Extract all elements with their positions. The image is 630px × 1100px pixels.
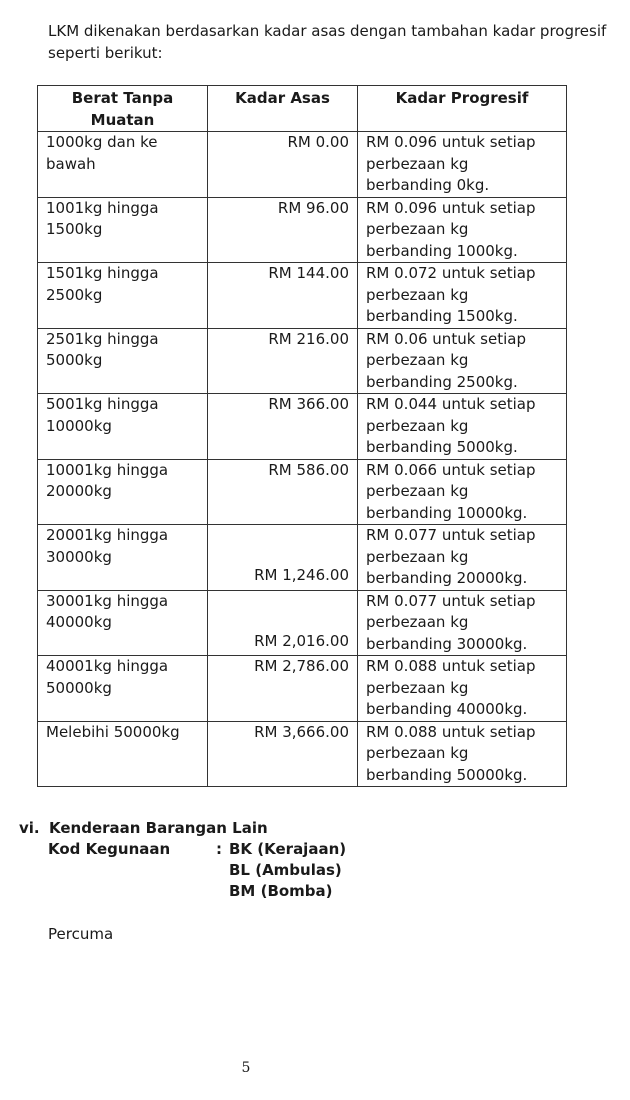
header-base-rate: Kadar Asas: [208, 86, 358, 132]
progressive-rate-cell: RM 0.088 untuk setiap perbezaan kg berbanding 50000kg.: [358, 721, 567, 787]
header-weight: Berat Tanpa Muatan: [38, 86, 208, 132]
page-number: 5: [241, 1060, 251, 1076]
progressive-rate-cell: RM 0.077 untuk setiap perbezaan kg berbanding 30000kg.: [358, 590, 567, 656]
progressive-rate-cell: RM 0.096 untuk setiap perbezaan kg berbanding 0kg.: [358, 132, 567, 198]
progressive-rate-cell: RM 0.044 untuk setiap perbezaan kg berbanding 5000kg.: [358, 394, 567, 460]
base-rate-cell: RM 216.00: [208, 328, 358, 394]
table-row: [38, 328, 567, 394]
usage-code-item: BK (Kerajaan): [229, 840, 347, 858]
base-rate-cell: RM 586.00: [208, 459, 358, 525]
progressive-rate-cell: RM 0.088 untuk setiap perbezaan kg berbanding 40000kg.: [358, 656, 567, 722]
table-row: [38, 525, 567, 591]
base-rate-cell: RM 0.00: [208, 132, 358, 198]
table-row: [38, 656, 567, 722]
label-separator: :: [216, 840, 222, 858]
weight-cell: 1501kg hingga 2500kg: [38, 263, 208, 329]
weight-cell: 30001kg hingga 40000kg: [38, 590, 208, 656]
base-rate-cell: RM 366.00: [208, 394, 358, 460]
section-title: Kenderaan Barangan Lain: [49, 819, 268, 837]
weight-cell: 10001kg hingga 20000kg: [38, 459, 208, 525]
progressive-rate-cell: RM 0.066 untuk setiap perbezaan kg berbanding 10000kg.: [358, 459, 567, 525]
usage-code-item: BM (Bomba): [229, 882, 333, 900]
fee-note: Percuma: [48, 925, 114, 943]
table-row: [38, 197, 567, 263]
rate-table: [37, 85, 567, 787]
weight-cell: 40001kg hingga 50000kg: [38, 656, 208, 722]
section-heading: [19, 818, 268, 839]
progressive-rate-cell: RM 0.096 untuk setiap perbezaan kg berbanding 1000kg.: [358, 197, 567, 263]
base-rate-cell: RM 1,246.00: [208, 525, 358, 591]
base-rate-cell: RM 2,016.00: [208, 590, 358, 656]
section-number: vi.: [19, 819, 40, 837]
usage-code-label: Kod Kegunaan: [48, 840, 171, 858]
table-row: [38, 263, 567, 329]
usage-code-item: BL (Ambulas): [229, 861, 342, 879]
base-rate-cell: RM 2,786.00: [208, 656, 358, 722]
table-row: [38, 590, 567, 656]
table-header-row: [38, 86, 567, 132]
table-row: [38, 721, 567, 787]
weight-cell: 2501kg hingga 5000kg: [38, 328, 208, 394]
weight-cell: 5001kg hingga 10000kg: [38, 394, 208, 460]
base-rate-cell: RM 3,666.00: [208, 721, 358, 787]
table-row: [38, 459, 567, 525]
base-rate-cell: RM 144.00: [208, 263, 358, 329]
weight-cell: Melebihi 50000kg: [38, 721, 208, 787]
usage-code-list: [229, 839, 346, 902]
table-row: [38, 132, 567, 198]
weight-cell: 1001kg hingga 1500kg: [38, 197, 208, 263]
weight-cell: 1000kg dan ke bawah: [38, 132, 208, 198]
weight-cell: 20001kg hingga 30000kg: [38, 525, 208, 591]
progressive-rate-cell: RM 0.072 untuk setiap perbezaan kg berbanding 1500kg.: [358, 263, 567, 329]
table-row: [38, 394, 567, 460]
intro-paragraph: LKM dikenakan berdasarkan kadar asas dengan tambahan kadar progresif seperti berikut:: [48, 22, 607, 62]
base-rate-cell: RM 96.00: [208, 197, 358, 263]
progressive-rate-cell: RM 0.06 untuk setiap perbezaan kg berbanding 2500kg.: [358, 328, 567, 394]
progressive-rate-cell: RM 0.077 untuk setiap perbezaan kg berbanding 20000kg.: [358, 525, 567, 591]
header-progressive-rate: Kadar Progresif: [358, 86, 567, 132]
